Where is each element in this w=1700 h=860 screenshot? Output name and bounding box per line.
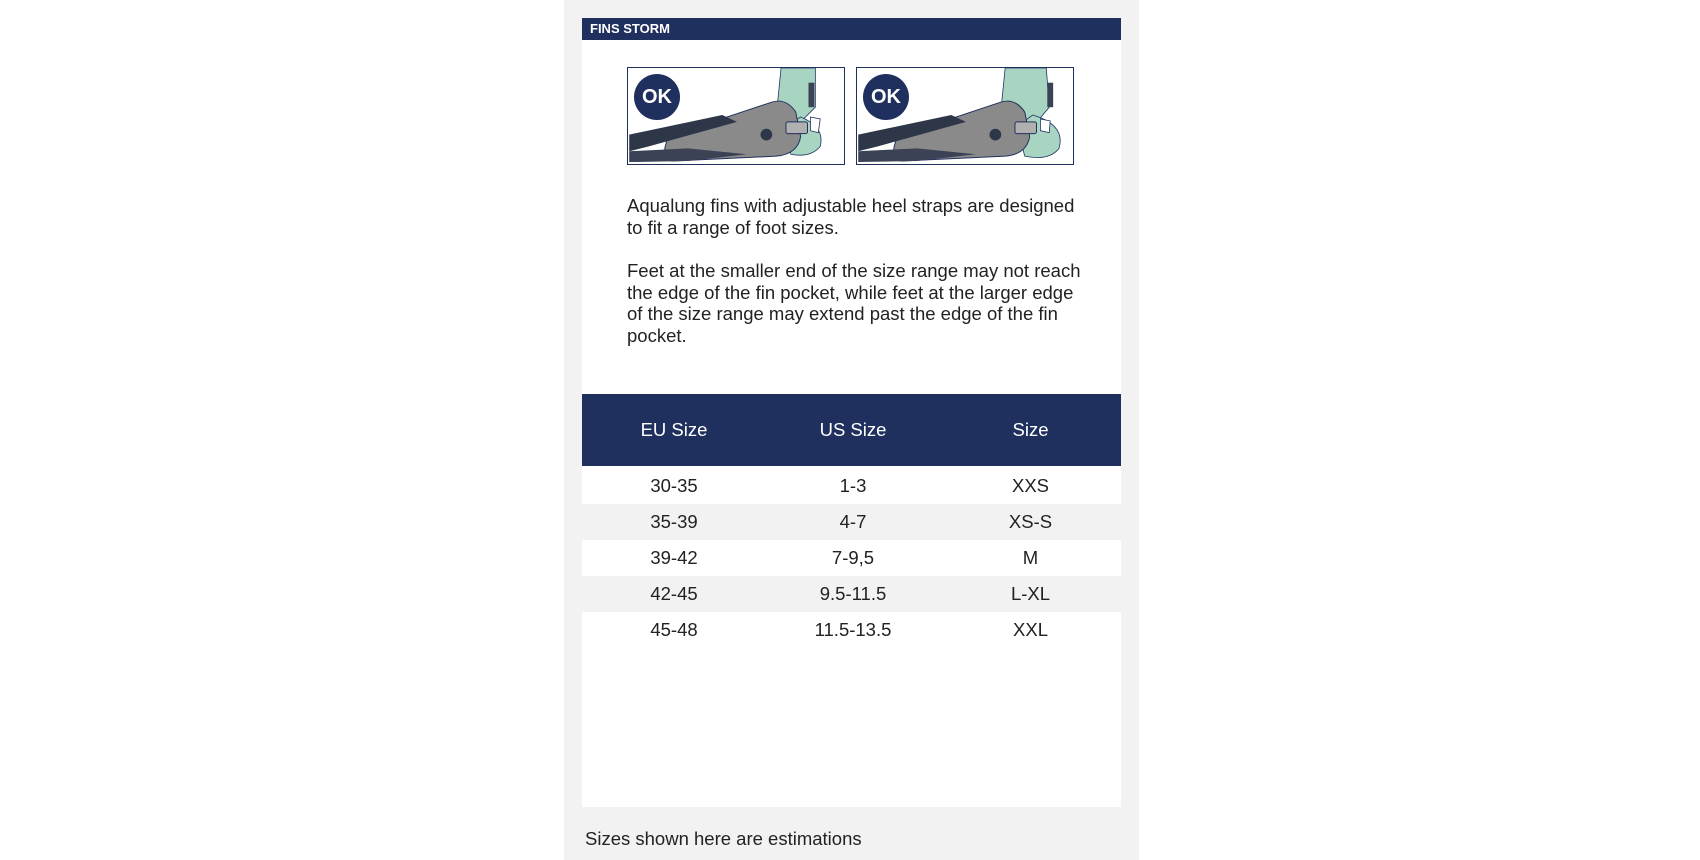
size-cell: M <box>1022 547 1039 568</box>
size-guide-card <box>582 18 1121 807</box>
header-us-size: US Size <box>819 419 887 440</box>
size-table-header <box>582 394 1121 466</box>
table-row <box>582 612 1121 648</box>
table-row <box>582 468 1121 504</box>
section-title: FINS STORM <box>582 18 1121 40</box>
us-size-cell: 4-7 <box>839 511 867 532</box>
ok-badge: OK <box>863 74 909 120</box>
size-guide-panel <box>564 0 1139 860</box>
fit-note: Feet at the smaller end of the size range may not reach the edge of the fin pocket, while feet at the larger edge of the size range may extend past the edge of the fin pocket. <box>627 260 1081 346</box>
us-size-cell: 11.5-13.5 <box>814 619 892 640</box>
sizes-footnote: Sizes shown here are estimations <box>585 828 862 849</box>
size-cell: XXL <box>1013 619 1048 640</box>
eu-size-cell: 30-35 <box>650 475 698 496</box>
us-size-cell: 1-3 <box>839 475 867 496</box>
us-size-cell: 9.5-11.5 <box>819 583 887 604</box>
size-cell: XXS <box>1011 475 1050 496</box>
size-cell: XS-S <box>1008 511 1053 532</box>
eu-size-cell: 35-39 <box>650 511 698 532</box>
eu-size-cell: 45-48 <box>650 619 698 640</box>
table-row <box>582 576 1121 612</box>
eu-size-cell: 42-45 <box>650 583 698 604</box>
size-cell: L-XL <box>1010 583 1051 604</box>
eu-size-cell: 39-42 <box>650 547 698 568</box>
us-size-cell: 7-9,5 <box>831 547 875 568</box>
header-size: Size <box>1012 419 1049 440</box>
table-row <box>582 504 1121 540</box>
fit-description: Aqualung fins with adjustable heel straps are designed to fit a range of foot sizes. <box>627 195 1075 238</box>
size-table-body <box>582 468 1121 648</box>
header-eu-size: EU Size <box>640 419 708 440</box>
ok-badge: OK <box>634 74 680 120</box>
table-row <box>582 540 1121 576</box>
